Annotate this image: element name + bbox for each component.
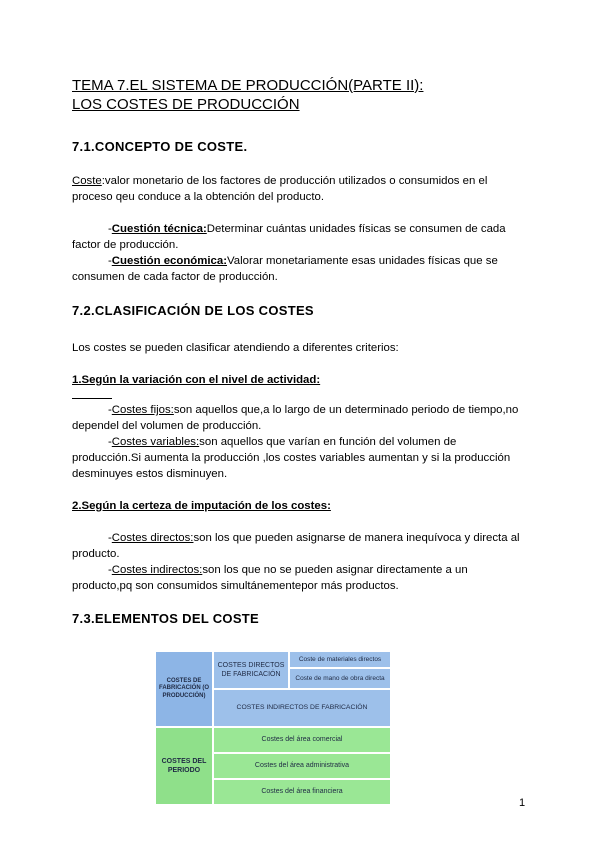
- costes-variables-def: son aquellos que varían en función del volumen de producción.Si aumenta la producción ,los costes variables aumentan y si la producción desminuyes estos disminuyen.: [72, 436, 511, 480]
- costes-fijos-def: son aquellos que,a lo largo de un determinado periodo de tiempo,no dependel del volumen de producción.: [72, 404, 519, 432]
- diagram-directos: COSTES DIRECTOS DE FABRICACIÓN: [213, 651, 289, 689]
- diagram-financiera: Costes del área financiera: [213, 779, 391, 805]
- costes-directos: -Costes directos:son los que pueden asignarse de manera inequívoca y directa al producto.: [72, 532, 520, 560]
- page-number: 1: [519, 797, 526, 809]
- coste-term: Coste: [72, 175, 102, 187]
- cuestion-economica-term: Cuestión económica:: [111, 255, 227, 267]
- coste-def: :valor monetario de los factores de producción utilizados o consumidos en el proceso qeu conduce a la obtención del producto.: [72, 175, 488, 203]
- costes-directos-term: Costes directos:: [111, 532, 194, 544]
- section-1-heading: 7.1.CONCEPTO DE COSTE.: [72, 139, 248, 154]
- cuestion-tecnica-term: Cuestión técnica:: [111, 223, 207, 235]
- page-title: [72, 76, 542, 114]
- section-2-intro: Los costes se pueden clasificar atendiendo a diferentes criterios:: [72, 342, 399, 354]
- short-rule: [72, 398, 112, 399]
- costes-indirectos-term: Costes indirectos:: [111, 564, 203, 576]
- costes-fijos-term: Costes fijos:: [111, 404, 174, 416]
- section-3-heading: 7.3.ELEMENTOS DEL COSTE: [72, 611, 260, 626]
- diagram-mano-obra: Coste de mano de obra directa: [289, 668, 391, 689]
- costes-indirectos-def: son los que no se pueden asignar directamente a un producto,pq son consumidos simultánementepor más productos.: [72, 564, 468, 592]
- costes-fijos: -Costes fijos:son aquellos que,a lo largo de un determinado periodo de tiempo,no dependel del volumen de producción.: [72, 404, 519, 432]
- costes-variables: -Costes variables:son aquellos que varían en función del volumen de producción.Si aumenta la producción ,los costes variables aumentan y si la producción desminuyes estos disminuyen.: [72, 436, 511, 480]
- coste-definition: [72, 173, 522, 205]
- title-line-1: TEMA 7.EL SISTEMA DE PRODUCCIÓN(PARTE II):: [72, 77, 424, 94]
- cuestion-tecnica: -Cuestión técnica:Determinar cuántas unidades físicas se consumen de cada factor de producción.: [72, 223, 506, 251]
- criterion-1: 1.Según la variación con el nivel de actividad:: [72, 374, 321, 386]
- costes-indirectos: -Costes indirectos:son los que no se pueden asignar directamente a un producto,pq son consumidos simultánementepor más productos.: [72, 564, 468, 592]
- diagram-comercial: Costes del área comercial: [213, 727, 391, 753]
- cuestion-economica-def: Valorar monetariamente esas unidades físicas que se consumen de cada factor de producción.: [72, 255, 498, 283]
- title-line-2: LOS COSTES DE PRODUCCIÓN: [72, 96, 300, 113]
- diagram-administrativa: Costes del área administrativa: [213, 753, 391, 779]
- costes-directos-def: son los que pueden asignarse de manera inequívoca y directa al producto.: [72, 532, 520, 560]
- diagram-periodo: COSTES DEL PERIODO: [155, 727, 213, 805]
- diagram-materiales: Coste de materiales directos: [289, 651, 391, 668]
- cost-elements-diagram: [155, 651, 391, 805]
- cuestion-tecnica-def: Determinar cuántas unidades físicas se consumen de cada factor de producción.: [72, 223, 506, 251]
- cuestion-economica: -Cuestión económica:Valorar monetariamente esas unidades físicas que se consumen de cada factor de producción.: [72, 255, 498, 283]
- diagram-fabricacion: COSTES DE FABRICACIÓN (O PRODUCCIÓN): [155, 651, 213, 727]
- diagram-indirectos: COSTES INDIRECTOS DE FABRICACIÓN: [213, 689, 391, 727]
- section-2-heading: 7.2.CLASIFICACIÓN DE LOS COSTES: [72, 303, 314, 318]
- criterion-2: 2.Según la certeza de imputación de los costes:: [72, 500, 331, 512]
- costes-variables-term: Costes variables:: [111, 436, 200, 448]
